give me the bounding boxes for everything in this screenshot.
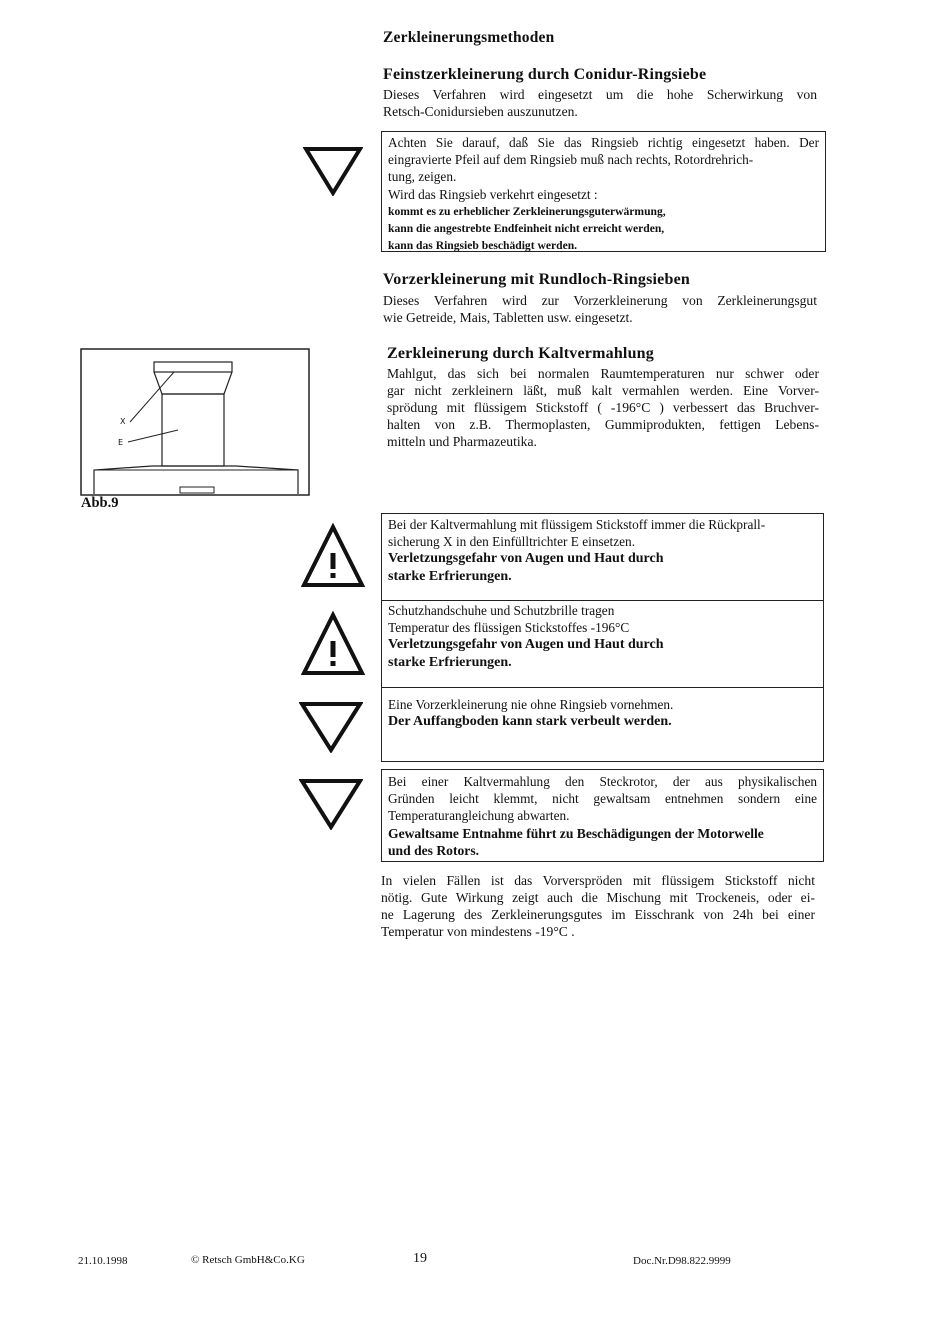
note-ringsieb: Achten Sie darauf, daß Sie das Ringsieb richtig eingesetzt haben. Der eingravierte Pfeil auf dem Ringsieb muß nach rechts, Rotordrehrich- tung, zeigen. Wird das Ringsieb verkehrt eingesetzt : kommt es zu erheblicher Zerkleinerungsguterwärmung, kann die angestrebte Endfeinheit nicht erreicht werden, kann das Ringsieb beschädigt werden. bbox=[381, 131, 826, 252]
paragraph-kaltvermahlung: Mahlgut, das sich bei normalen Raumtemperaturen nur schwer oder gar nicht zerkleinern läßt, muß kalt vermahlen werden. Eine Vorver- sprödung mit flüssigem Stickstoff ( -196°C ) verbessert das Bruchver- halten von z.B. Thermoplasten, Gummiprodukten, fettigen Lebens- mitteln und Pharmazeutika. bbox=[387, 366, 819, 449]
heading-feinstzerkleinerung: Feinstzerkleinerung durch Conidur-Ringsiebe bbox=[383, 66, 707, 83]
figure-label-x: X bbox=[120, 417, 126, 426]
warning-schutzausruestung: Schutzhandschuhe und Schutzbrille tragen Temperatur des flüssigen Stickstoffes -196°C Verletzungsgefahr von Augen und Haut durch starke Erfrierungen. bbox=[381, 600, 824, 688]
attention-triangle-icon bbox=[299, 701, 363, 753]
paragraph-closing: In vielen Fällen ist das Vorverspröden mit flüssigem Stickstoff nicht nötig. Gute Wirkung zeigt auch die Mischung mit Trockeneis, oder ei- ne Lagerung des Zerkleinerungsgutes im Eisschrank von 24h bei einer Temperatur von mindestens -19°C . bbox=[381, 873, 815, 939]
figure-caption: Abb.9 bbox=[81, 495, 119, 511]
paragraph-vorzerkleinerung: Dieses Verfahren wird zur Vorzerkleinerung von Zerkleinerungsgut wie Getreide, Mais, Tabletten usw. eingesetzt. bbox=[383, 293, 817, 325]
note-steckrotor: Bei einer Kaltvermahlung den Steckrotor, der aus physikalischen Gründen leicht klemmt, nicht gewaltsam entnehmen sondern eine Temperaturangleichung abwarten. Gewaltsame Entnahme führt zu Beschädigungen der Motorwelle und des Rotors. bbox=[381, 769, 824, 862]
note-vorzerkleinerung: Eine Vorzerkleinerung nie ohne Ringsieb vornehmen. Der Auffangboden kann stark verbeult werden. bbox=[381, 688, 824, 762]
figure-abb9 bbox=[80, 348, 310, 496]
footer-date: 21.10.1998 bbox=[78, 1255, 128, 1267]
footer-doc-number: Doc.Nr.D98.822.9999 bbox=[633, 1255, 731, 1267]
figure-label-e: E bbox=[118, 438, 124, 447]
attention-triangle-icon bbox=[303, 146, 363, 196]
warning-triangle-icon bbox=[301, 611, 365, 677]
warning-triangle-icon bbox=[301, 523, 365, 589]
paragraph-feinstzerkleinerung: Dieses Verfahren wird eingesetzt um die hohe Scherwirkung von Retsch-Conidursieben auszunutzen. bbox=[383, 87, 817, 119]
heading-vorzerkleinerung: Vorzerkleinerung mit Rundloch-Ringsieben bbox=[383, 271, 690, 288]
attention-triangle-icon bbox=[299, 778, 363, 830]
page-number: 19 bbox=[413, 1251, 427, 1266]
footer-copyright: © Retsch GmbH&Co.KG bbox=[191, 1254, 305, 1266]
section-title: Zerkleinerungsmethoden bbox=[383, 29, 555, 46]
heading-kaltvermahlung: Zerkleinerung durch Kaltvermahlung bbox=[387, 345, 654, 362]
warning-kaltvermahlung: Bei der Kaltvermahlung mit flüssigem Stickstoff immer die Rückprall- sicherung X in den Einfülltrichter E einsetzen. Verletzungsgefahr von Augen und Haut durch starke Erfrierungen. bbox=[381, 513, 824, 601]
